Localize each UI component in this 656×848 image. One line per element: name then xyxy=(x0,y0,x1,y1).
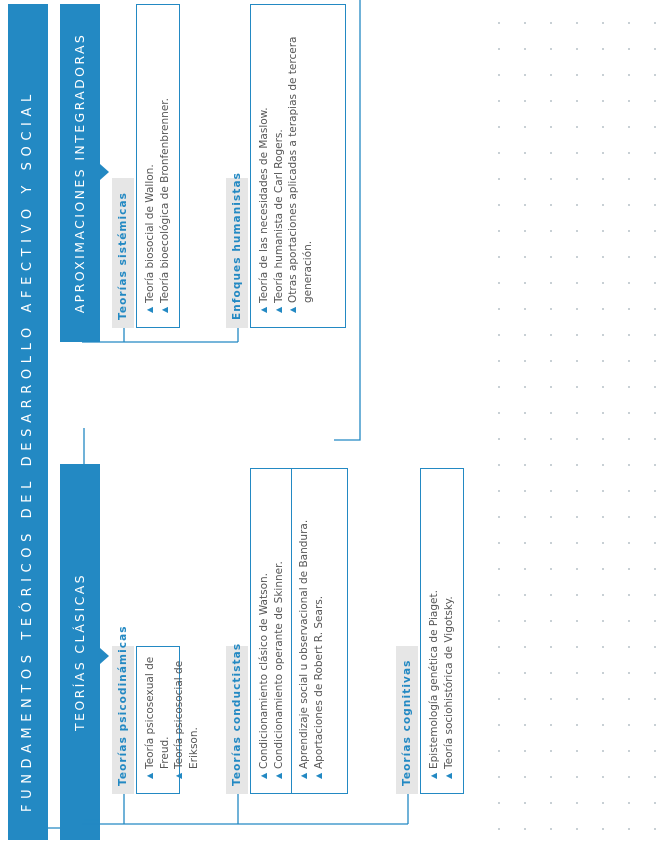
bullet-icon: ▲ xyxy=(273,772,283,779)
section-title-integradoras: APROXIMACIONES INTEGRADORAS xyxy=(72,32,87,314)
bullet-icon: ▲ xyxy=(288,306,297,313)
box-psicodinamicas xyxy=(136,646,200,794)
list-item: ▲ Aportaciones de Robert R. Sears. xyxy=(312,595,325,779)
list-item: ▲ Condicionamiento clásico de Watson. xyxy=(258,573,270,779)
tab-cognitivas: Teorías cognitivas xyxy=(396,646,418,794)
list-item: ▲ Otras aportaciones aplicadas a terapias de tercera generación. xyxy=(287,36,314,313)
tab-humanistas: Enfoques humanistas xyxy=(226,178,248,328)
box-sistemicas xyxy=(136,4,180,328)
bullet-icon: ▲ xyxy=(429,772,438,779)
list-item: ▲ Condicionamiento operante de Skinner. xyxy=(272,561,285,779)
bullet-icon: ▲ xyxy=(145,306,154,313)
bullet-icon: ▲ xyxy=(145,772,154,779)
list-item: ▲ Aprendizaje social u observacional de Bandura. xyxy=(298,519,310,779)
tab-conductistas: Teorías conductistas xyxy=(226,646,248,794)
list-item: ▲ Teoría de las necesidades de Maslow. xyxy=(258,107,270,313)
list-item: ▲ Teoría psicosocial de Erikson. xyxy=(173,660,200,779)
bullet-icon: ▲ xyxy=(313,772,323,779)
tab-sistemicas: Teorías sistémicas xyxy=(112,178,134,328)
list-item: ▲ Teoría psicosexual de Freud. xyxy=(144,656,171,779)
list-item: ▲ Teoría biosocial de Wallon. xyxy=(144,164,156,313)
box-cognitivas xyxy=(420,468,464,794)
list-item: ▲ Epistemología genética de Piaget. xyxy=(428,590,440,779)
list-item: ▲ Teoría bioecológica de Bronfenbrenner. xyxy=(158,98,171,313)
bullet-icon: ▲ xyxy=(299,772,308,779)
bullet-icon: ▲ xyxy=(159,306,169,313)
list-item: ▲ Teoría humanista de Carl Rogers. xyxy=(272,129,285,313)
tab-psicodinamicas: Teorías psicodinámicas xyxy=(112,646,134,794)
banner-notch xyxy=(100,648,109,664)
main-title: FUNDAMENTOS TEÓRICOS DEL DESARROLLO AFECTIVO Y SOCIAL xyxy=(20,89,35,812)
divider xyxy=(291,469,292,793)
box-conductistas xyxy=(250,468,348,794)
section-title-clasicas: TEORÍAS CLÁSICAS xyxy=(72,573,87,731)
bullet-icon: ▲ xyxy=(273,306,283,313)
bullet-icon: ▲ xyxy=(174,772,183,779)
bullet-icon: ▲ xyxy=(259,772,268,779)
banner-notch xyxy=(100,164,109,180)
bullet-icon: ▲ xyxy=(259,306,268,313)
bullet-icon: ▲ xyxy=(443,772,453,779)
list-item: ▲ Teoría sociohistórica de Vigotsky. xyxy=(442,596,455,779)
box-humanistas xyxy=(250,4,346,328)
